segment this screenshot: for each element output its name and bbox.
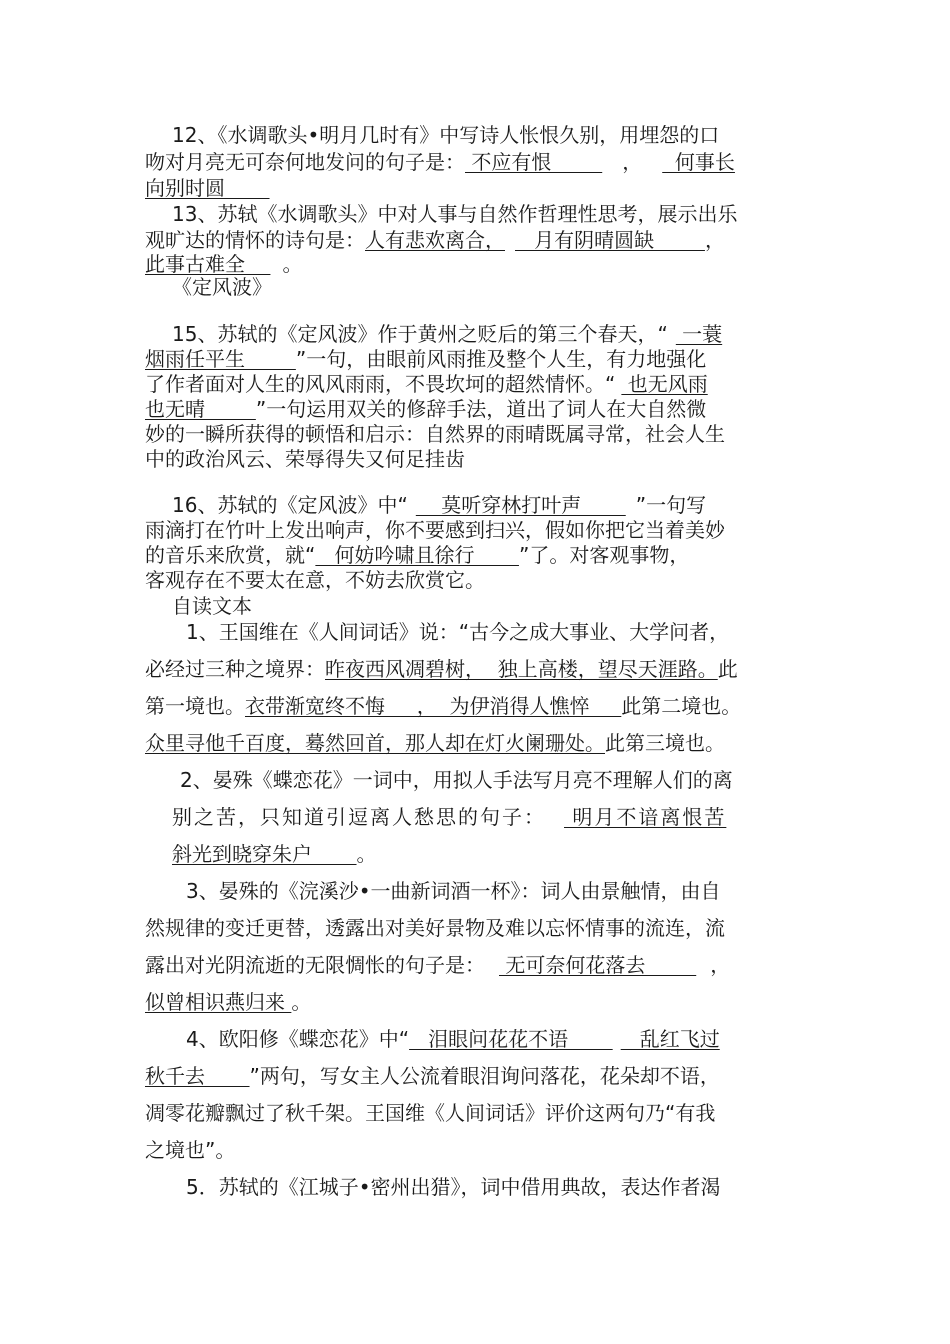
q15-text-5: 妙的一瞬所获得的顿悟和启示：自然界的雨晴既属寻常，社会人生 bbox=[145, 422, 725, 446]
r4-answer-2a: 乱红飞过 bbox=[620, 1027, 720, 1051]
r4-text-4: 之境也”。 bbox=[145, 1138, 236, 1162]
r3-text-1: 3、晏殊的《浣溪沙•一曲新词酒一杯》：词人由景触情，由自 bbox=[186, 879, 721, 903]
q13-line2 bbox=[145, 228, 825, 252]
r4-line2 bbox=[145, 1064, 825, 1088]
r4-line1 bbox=[186, 1027, 866, 1051]
r2-period: 。 bbox=[356, 842, 377, 866]
q12-line3 bbox=[145, 176, 825, 200]
q16-answer-2: 何妨吟啸且徐行 bbox=[315, 543, 519, 567]
q15-line6 bbox=[145, 447, 825, 471]
r4-line3 bbox=[145, 1101, 825, 1125]
r4-answer-2b: 秋千去 bbox=[145, 1064, 250, 1088]
r5-text-1: 5．苏轼的《江城子•密州出猎》，词中借用典故，表达作者渴 bbox=[186, 1175, 721, 1199]
r3-text-2: 然规律的变迁更替，透露出对美好景物及难以忘怀情事的流连，流 bbox=[145, 916, 725, 940]
q16-text-1b: ”一句写 bbox=[635, 493, 707, 517]
q15-line3 bbox=[145, 372, 825, 396]
q15-text-3: 了作者面对人生的风风雨雨，不畏坎坷的超然情怀。“ bbox=[145, 372, 616, 396]
r3-text-3: 露出对光阴流逝的无限惆怅的句子是： bbox=[145, 953, 485, 977]
q15-answer-2b: 也无晴 bbox=[145, 397, 256, 421]
q16-text-2: 雨滴打在竹叶上发出响声，你不要感到扫兴，假如你把它当着美妙 bbox=[145, 518, 725, 542]
q16-text-3: 的音乐来欣赏，就“ bbox=[145, 543, 316, 567]
q16-line4 bbox=[145, 568, 825, 592]
q12-prompt: 吻对月亮无可奈何地发问的句子是： bbox=[145, 150, 465, 174]
r2-answer-1b: 斜光到晓穿朱户 bbox=[172, 842, 357, 866]
r3-line1 bbox=[186, 879, 866, 903]
q16-text-3b: ”了。对客观事物， bbox=[518, 543, 690, 567]
r2-text-1: 2、晏殊《蝶恋花》一词中，用拟人手法写月亮不理解人们的离 bbox=[180, 768, 733, 792]
r1-text-2b: 此 bbox=[717, 657, 738, 681]
r1-answer-3: 众里寻他千百度，蓦然回首，那人却在灯火阑珊处。 bbox=[145, 731, 605, 755]
q13-answer-1: 人有悲欢离合， bbox=[365, 228, 505, 252]
q13-prompt: 观旷达的情怀的诗句是： bbox=[145, 228, 365, 252]
r1-line4 bbox=[145, 731, 825, 755]
q16-text-4: 客观存在不要太在意，不妨去欣赏它。 bbox=[145, 568, 485, 592]
q13-answer-3: 此事古难全 bbox=[145, 252, 271, 276]
r3-line2 bbox=[145, 916, 825, 940]
r2-line2 bbox=[172, 805, 852, 829]
q16-answer-1: 莫听穿林打叶声 bbox=[415, 493, 626, 517]
q15-answer-1b: 烟雨任平生 bbox=[145, 347, 296, 371]
q15-line5 bbox=[145, 422, 825, 446]
section-title-text: 《定风波》 bbox=[172, 275, 272, 299]
r1-text-3: 第一境也。 bbox=[145, 694, 245, 718]
r5-line1 bbox=[186, 1175, 866, 1199]
q13-comma: ， bbox=[704, 228, 725, 252]
r2-answer-1a: 明月不谙离恨苦 bbox=[564, 805, 727, 829]
q15-line4 bbox=[145, 397, 825, 421]
q13-line3 bbox=[145, 252, 825, 276]
r1-text-2: 必经过三种之境界： bbox=[145, 657, 325, 681]
r1-line1 bbox=[186, 620, 866, 644]
q13-text: 13、苏轼《水调歌头》中对人事与自然作哲理性思考，展示出乐 bbox=[172, 202, 738, 226]
r4-text-2: ”两句，写女主人公流着眼泪询问落花，花朵却不语， bbox=[249, 1064, 720, 1088]
q15-text-6: 中的政治风云、荣辱得失又何足挂齿 bbox=[145, 447, 465, 471]
r2-line1 bbox=[180, 768, 860, 792]
q13-answer-2: 月有阴晴圆缺 bbox=[515, 228, 705, 252]
q15-text-1: 15、苏轼的《定风波》作于黄州之贬后的第三个春天，“ bbox=[172, 322, 668, 346]
r3-answer-1: 无可奈何花落去 bbox=[499, 953, 697, 977]
q12-answer-2a: 何事长 bbox=[662, 150, 735, 174]
q12-line1 bbox=[172, 123, 852, 147]
q16-line3 bbox=[145, 543, 825, 567]
q12-comma: ， bbox=[622, 150, 643, 174]
q13-line1 bbox=[172, 202, 852, 226]
section-title-dingfengbo bbox=[172, 275, 852, 299]
q15-line1 bbox=[172, 322, 852, 346]
q15-text-2: ”一句，由眼前风雨推及整个人生，有力地强化 bbox=[295, 347, 707, 371]
r3-answer-2: 似曾相识燕归来 bbox=[145, 990, 292, 1014]
r1-text-4b: 此第三境也。 bbox=[605, 731, 725, 755]
r1-text-1: 1、王国维在《人间词话》说：“古今之成大事业、大学问者， bbox=[186, 620, 730, 644]
r1-answer-1: 昨夜西风凋碧树， 独上高楼，望尽天涯路。 bbox=[325, 657, 718, 681]
section-title-self-reading bbox=[172, 594, 852, 618]
q12-answer-1: 不应有恨 bbox=[465, 150, 603, 174]
r2-text-2: 别之苦，只知道引逗离人愁思的句子： bbox=[172, 805, 546, 829]
r1-answer-2: 衣带渐宽终不悔 ， 为伊消得人憔悴 bbox=[245, 694, 622, 718]
section2-title-text: 自读文本 bbox=[172, 594, 252, 618]
q15-line2 bbox=[145, 347, 825, 371]
r1-line2 bbox=[145, 657, 825, 681]
r1-line3 bbox=[145, 694, 825, 718]
q16-text-1: 16、苏轼的《定风波》中“ bbox=[172, 493, 408, 517]
r3-line3 bbox=[145, 953, 825, 977]
q12-line2 bbox=[145, 150, 825, 174]
q12-text: 12、《水调歌头•明月几时有》中写诗人怅恨久别，用埋怨的口 bbox=[172, 123, 720, 147]
q12-answer-2b: 向别时圆 bbox=[145, 176, 270, 200]
q15-answer-1a: 一蓑 bbox=[675, 322, 723, 346]
q16-line1 bbox=[172, 493, 852, 517]
r4-line4 bbox=[145, 1138, 825, 1162]
r3-comma: ， bbox=[710, 953, 731, 977]
r2-line3 bbox=[172, 842, 852, 866]
r4-text-1: 4、欧阳修《蝶恋花》中“ bbox=[186, 1027, 410, 1051]
q13-period: 。 bbox=[282, 252, 303, 276]
q15-answer-2a: 也无风雨 bbox=[621, 372, 708, 396]
r3-line4 bbox=[145, 990, 825, 1014]
r4-text-3: 凋零花瓣飘过了秋千架。王国维《人间词话》评价这两句乃“有我 bbox=[145, 1101, 716, 1125]
q15-text-4: ”一句运用双关的修辞手法，道出了词人在大自然微 bbox=[255, 397, 707, 421]
r4-answer-1: 泪眼问花花不语 bbox=[409, 1027, 613, 1051]
q16-line2 bbox=[145, 518, 825, 542]
r3-period: 。 bbox=[291, 990, 312, 1014]
r1-text-3b: 此第二境也。 bbox=[621, 694, 742, 718]
